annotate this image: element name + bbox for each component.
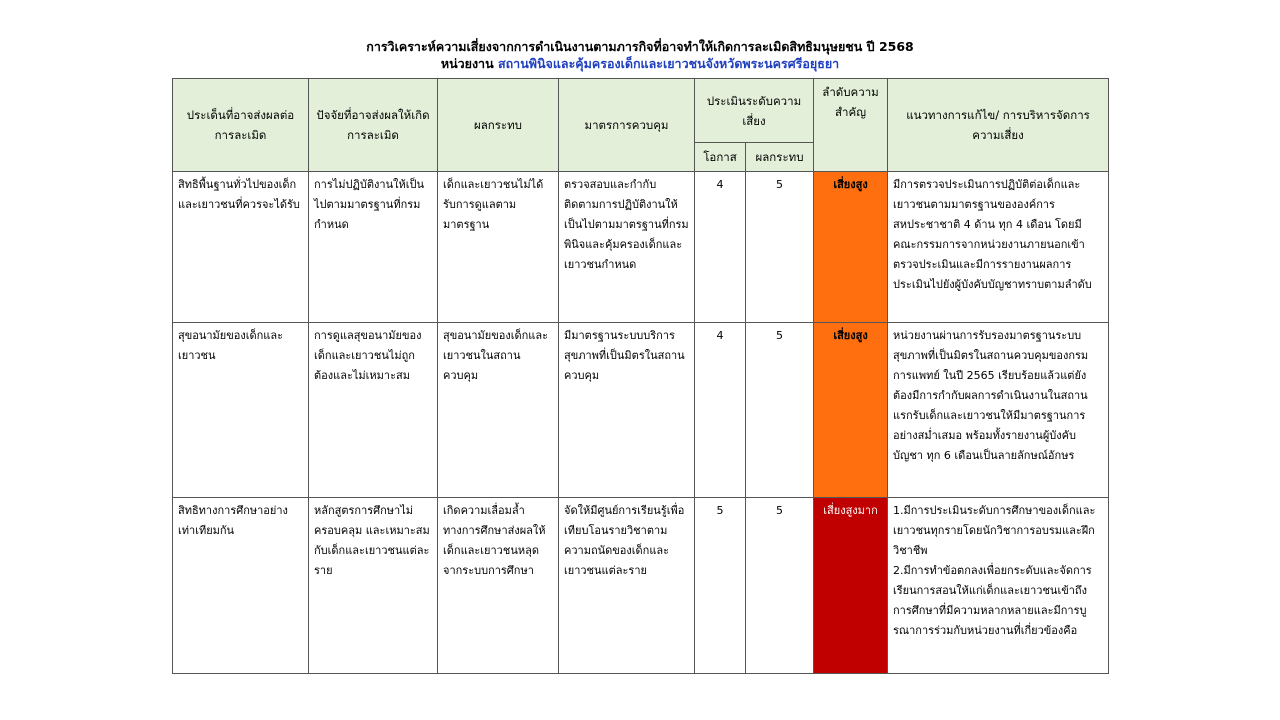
cell-control: มีมาตรฐานระบบบริการสุขภาพที่เป็นมิตรในสถานควบคุม xyxy=(559,323,695,498)
header-factor: ปัจจัยที่อาจส่งผลให้เกิดการละเมิด xyxy=(309,79,438,172)
cell-mitigation: มีการตรวจประเมินการปฏิบัติต่อเด็กและเยาวชนตามมาตรฐานขององค์การสหประชาชาติ 4 ด้าน ทุก 4 เดือน โดยมีคณะกรรมการจากหน่วยงานภายนอกเข้าตรวจประเมินและมีการรายงานผลการประเมินไปยังผู้บังคับบัญชาทราบตามลำดับ xyxy=(888,172,1109,323)
cell-issue: สุขอนามัยของเด็กและเยาวชน xyxy=(173,323,309,498)
cell-factor: หลักสูตรการศึกษาไม่ครอบคลุม และเหมาะสมกับเด็กและเยาวชนแต่ละราย xyxy=(309,498,438,674)
cell-impact: สุขอนามัยของเด็กและเยาวชนในสถานควบคุม xyxy=(438,323,559,498)
table-row xyxy=(173,323,1109,498)
cell-factor: การไม่ปฏิบัติงานให้เป็นไปตามมาตรฐานที่กรมกำหนด xyxy=(309,172,438,323)
risk-level-badge: เสี่ยงสูง xyxy=(814,172,888,323)
header-mitigation: แนวทางการแก้ไข/ การบริหารจัดการความเสี่ยง xyxy=(888,79,1109,172)
cell-likelihood: 5 xyxy=(695,498,746,674)
header-priority: ลำดับความสำคัญ xyxy=(814,79,888,172)
mitigation-item: 2.มีการทำข้อตกลงเพื่อยกระดับและจัดการเรียนการสอนให้แก่เด็กและเยาวชนเข้าถึงการศึกษาที่มีความหลากหลายและมีการบูรณาการร่วมกับหน่วยงานที่เกี่ยวข้องคือ xyxy=(893,564,1092,637)
header-control: มาตรการควบคุม xyxy=(559,79,695,172)
cell-impact-score: 5 xyxy=(746,323,814,498)
header-likelihood: โอกาส xyxy=(695,143,746,172)
title-main: การวิเคราะห์ความเสี่ยงจากการดำเนินงานตามภารกิจที่อาจทำให้เกิดการละเมิดสิทธิมนุษยชน ปี 2568 xyxy=(366,39,914,54)
cell-control: จัดให้มีศูนย์การเรียนรู้เพื่อเทียบโอนรายวิชาตามความถนัดของเด็กและเยาวชนแต่ละราย xyxy=(559,498,695,674)
mitigation-item: 1.มีการประเมินระดับการศึกษาของเด็กและเยาวชนทุกรายโดยนักวิชาการอบรมและฝึกวิชาชีพ xyxy=(893,504,1096,557)
cell-impact: เด็กและเยาวชนไม่ได้รับการดูแลตามมาตรฐาน xyxy=(438,172,559,323)
cell-impact-score: 5 xyxy=(746,172,814,323)
cell-mitigation xyxy=(888,498,1109,674)
cell-likelihood: 4 xyxy=(695,323,746,498)
document-title xyxy=(0,38,1280,72)
cell-impact-score: 5 xyxy=(746,498,814,674)
risk-table xyxy=(172,78,1109,674)
header-issue: ประเด็นที่อาจส่งผลต่อการละเมิด xyxy=(173,79,309,172)
cell-issue: สิทธิทางการศึกษาอย่างเท่าเทียมกัน xyxy=(173,498,309,674)
cell-factor: การดูแลสุขอนามัยของเด็กและเยาวชนไม่ถูกต้องและไม่เหมาะสม xyxy=(309,323,438,498)
header-assessment: ประเมินระดับความเสี่ยง xyxy=(695,79,814,143)
risk-level-badge: เสี่ยงสูง xyxy=(814,323,888,498)
risk-level-badge: เสี่ยงสูงมาก xyxy=(814,498,888,674)
unit-label: หน่วยงาน xyxy=(440,56,494,71)
cell-impact: เกิดความเลื่อมล้ำทางการศึกษาส่งผลให้เด็กและเยาวชนหลุดจากระบบการศึกษา xyxy=(438,498,559,674)
cell-mitigation: หน่วยงานผ่านการรับรองมาตรฐานระบบสุขภาพที่เป็นมิตรในสถานควบคุมของกรมการแพทย์ ในปี 2565 เรียบร้อยแล้วแต่ยังต้องมีการกำกับผลการดำเนินงานในสถานแรกรับเด็กและเยาวชนให้มีมาตรฐานการอย่างสม่ำเสมอ พร้อมทั้งรายงานผู้บังคับบัญชา ทุก 6 เดือนเป็นลายลักษณ์อักษร xyxy=(888,323,1109,498)
header-impact: ผลกระทบ xyxy=(438,79,559,172)
cell-issue: สิทธิพื้นฐานทั่วไปของเด็กและเยาวชนที่ควรจะได้รับ xyxy=(173,172,309,323)
header-impact-score: ผลกระทบ xyxy=(746,143,814,172)
table-row xyxy=(173,498,1109,674)
title-unit xyxy=(0,55,1280,72)
unit-name: สถานพินิจและคุ้มครองเด็กและเยาวชนจังหวัดพระนครศรีอยุธยา xyxy=(497,56,840,71)
cell-control: ตรวจสอบและกำกับติดตามการปฏิบัติงานให้เป็นไปตามมาตรฐานที่กรมพินิจและคุ้มครองเด็กและเยาวชนกำหนด xyxy=(559,172,695,323)
table-row xyxy=(173,172,1109,323)
cell-likelihood: 4 xyxy=(695,172,746,323)
